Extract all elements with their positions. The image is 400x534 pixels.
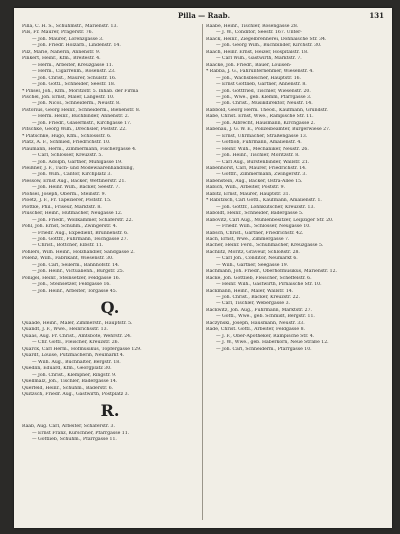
section-letter-q: Q. <box>100 298 120 318</box>
directory-entry: — Carl Wilh., Gastwirth, Marktstr. 7. <box>216 56 302 62</box>
directory-entry: — Joh., Wwe., geb. Klemm, Pfarrgasse 3. <box>216 94 312 100</box>
directory-entry: Pilla, C. H. S., Schuhmstr., Marienstr. 13. <box>22 24 118 29</box>
directory-entry: Quaas, Aug. Fr. Christ., Amtsbote, Wehrstr. 24. <box>22 333 132 339</box>
directory-entry: Rabenstein, Aug., Bäcker, Ostra-Allee 15. <box>206 178 303 184</box>
directory-entry: — Carl Aug., Bürstenbinder, Wallstr. 21. <box>216 159 310 165</box>
page-header <box>24 11 384 23</box>
directory-entry: Rabovitz, Carl Aug., Mühlenbesitzer, Leipziger Str. 20. <box>206 217 334 223</box>
directory-entry: — J. W., Conditor, Seestr. 167. Unter- <box>216 30 302 36</box>
directory-entry: Quandt, J. F., Wwe., Heinrichsstr. 13. <box>22 327 108 333</box>
directory-entry: — Joh. Christ., Musikdirektor, Neustr. 14. <box>216 101 313 107</box>
directory-entry: — Joh. Heinr. Wilh., Bäcker, Seestr. 7. <box>32 185 120 191</box>
page-number: 131 <box>369 11 384 20</box>
directory-entry: * Rabba, J. G., Fahrunternehmer, Wiesenstr. 4. <box>206 69 314 75</box>
directory-entry: — Wilh. Aug., Buchhalter, Bergstr. 18. <box>32 359 121 365</box>
directory-entry: Plessow, Ernst Aug., Bäcker, Wettinerstr. 21. <box>22 178 126 184</box>
directory-entry: Rabenau, J. G. W. E., Polizeibeamter, Bürgerwiese 27. <box>206 127 331 133</box>
directory-entry: Plaumann, Herm., Zimmermann, Fischergasse 4. <box>22 146 137 152</box>
directory-entry: — Joh. Gottl., Schneider, Seestr. 18. <box>32 82 116 88</box>
directory-entry: — Joh., Wachsbleicher, Hauptstr. 16. <box>216 75 302 81</box>
directory-entry: Raczynski, Joseph, Hausmann, Neustr. 33. <box>206 320 305 326</box>
directory-entry: — Heinr. Wilh., Gastwirth, Pirnaische Str. 10. <box>216 282 322 288</box>
directory-entry: — Joh. Friedr., Wollkämmer, Schäferstr. 22. <box>32 217 133 223</box>
directory-entry: Raboldt, Heinr., Schneider, Badergasse 5. <box>206 211 304 217</box>
directory-page <box>14 8 392 528</box>
directory-entry: Plottke, Phil., Friseur, Marktstr. 8. <box>22 204 102 210</box>
directory-entry: — Joh. Gottfried, Tischler, Wiesenstr. 20. <box>216 88 311 94</box>
directory-entry: Quitzsch, Friedr. Aug., Gastwirth, Postplatz 3. <box>22 392 130 398</box>
directory-entry: — Joh. Nicol., Schneiderm., Neustr. 8. <box>32 101 121 107</box>
directory-entry: Plüscher, Heinr., Hutmacher, Neugasse 12. <box>22 211 123 217</box>
directory-entry: Raabe, Heinr., Tischler, Rosengasse 28. <box>206 24 299 29</box>
directory-entry: * Pinsel, Joh., Kfm., Moritzstr. 5. Inhab. der Firma <box>22 88 139 94</box>
directory-entry: Pleißner, J. F., Tuch- und Modewaarenhandlung, <box>22 165 135 171</box>
directory-entry: Rachmann, Joh. Friedr., Oberhofmusikus, Marienstr. 12. <box>206 269 337 275</box>
r-entries <box>22 424 198 443</box>
directory-entry: — Joh. Heinr., Arbeiter, Torgasse 45. <box>32 288 118 294</box>
directory-entry: Quaade, Heinr., Maler, Zimmerstr., Hauptstr. 5. <box>22 321 133 327</box>
section-letter-r: R. <box>100 401 120 421</box>
directory-entry: Pohl, Joh. Ernst, Schuhm., Zwingerstr. 4. <box>22 224 118 230</box>
page-running-title: Pilla — Raab. <box>177 11 231 20</box>
directory-entry: Rade, Christ. Gottl., Arbeiter, Feldgasse 8. <box>206 327 305 333</box>
q-entries <box>22 321 198 398</box>
directory-entry: — Joh. Albrecht, Hausmann, Kirchgasse 2. <box>216 120 316 126</box>
directory-entry: Pinkert, Heinr., Kfm., Breitestr. 4. <box>22 56 101 62</box>
directory-entry: Quellmalz, Joh., Tischler, Badergasse 14. <box>22 379 118 385</box>
directory-entry: * Rabitzsch, Carl Gottl., Kaufmann, Amalienstr. 1. <box>206 198 322 204</box>
directory-entry: — Joh. Wilh., Cantor, Kirchplatz 3. <box>32 172 112 178</box>
directory-entry: Plöhsel, Joseph, Oberm., Steinstr. 9. <box>22 191 106 197</box>
directory-entry: Racke, Joh. Gottlieb, Fleischer, Scheffelstr. 6. <box>206 275 312 281</box>
directory-entry: Raab, Aug. Carl, Arbeiter, Schäferstr. 3. <box>22 424 115 430</box>
directory-entry: — Herm., Arbeiter, Kreuzgasse 11. <box>32 62 114 68</box>
directory-entry: — Ernst, Uhrmacher, Straßengasse 13. <box>216 133 308 139</box>
directory-entry: Pönigel, Heinr., Steinsetzer, Feldgasse 16. <box>22 275 121 281</box>
directory-entry: Rabitz, Ernst, Maurer, Hauptstr. 31. <box>206 191 291 197</box>
directory-entry: Pistorius, Georg Heinr., Schneiderm., Bienenstr. 8. <box>22 107 141 113</box>
directory-entry: — Gottlieb, Schuhm., Pfarrgasse 11. <box>32 437 117 443</box>
directory-entry: * Plätschke, Hugo, Kfm., Schlossstr. 6. <box>22 133 112 139</box>
directory-entry: — J. F., Ober-Apotheker, Rampische Str. 4. <box>216 333 315 339</box>
directory-entry: — Friedr. Aug., Expedient, Brunnenstr. 6. <box>32 230 129 236</box>
directory-entry: Rabe, Christ. Ernst, Wwe., Rampische Str. 11. <box>206 114 314 120</box>
directory-entry: — Joh. Carl, Schneiderm., Pfarrgasse 10. <box>216 346 312 352</box>
directory-entry: Pils, Fr. Maurer, Pragerstr. 76. <box>22 30 94 36</box>
directory-entry: — Christ., Böttcher, Elbstr. 11. <box>32 243 104 249</box>
directory-entry: — Ernst Franz, Kürschner, Pfarrgasse 11. <box>32 430 130 436</box>
directory-entry: Rackwitz, Joh. Aug., Fuhrmann, Marktstr. 27. <box>206 307 312 313</box>
directory-entry: Polenz, Wilh., Fabrikant, Wiesenstr. 30. <box>22 256 114 262</box>
directory-entry: — Carl, Tischler, Webergasse 3. <box>216 301 290 307</box>
directory-entry: Platz, A. F., Schmied, Friedrichstr. 10. <box>22 140 111 146</box>
directory-entry: Quedlin, Eduard, Kfm., Georgplatz 30. <box>22 366 112 372</box>
directory-entry: Racher, Heinr. Ferd., Schuhmacher, Kreuzgasse 5. <box>206 243 324 249</box>
directory-entry: Rabbold, Georg Herm. Theod., Kaufmann, Grundstr. <box>206 107 328 113</box>
directory-entry: Rachlitz, Moritz, Graveur, Schloßstr. 28. <box>206 249 300 255</box>
right-entries <box>206 24 382 353</box>
directory-entry: — Joh. Friedr. Holzarb., Lindenstr. 14. <box>32 43 121 49</box>
right-column <box>206 24 382 353</box>
directory-entry: Rabich, Wilh., Arbeiter, Poststr. 9. <box>206 185 285 191</box>
directory-entry: — Carl, Schlosser, Kreuzstr. 5. <box>32 153 103 159</box>
directory-entry: — Heinr. Wilh., Mechaniker, Neustr. 26. <box>216 146 309 152</box>
directory-entry: Ploetz, J. F., Fr. Tapezierer, Poststr. 15. <box>22 198 112 204</box>
left-entries <box>22 24 198 295</box>
directory-entry: — Joh. Gottfr., Fuhrmann, Teichgasse 27. <box>32 236 128 242</box>
directory-entry: Raach, Heinr. Ernst, Heizer, Hospitalstr. 18. <box>206 49 309 55</box>
directory-entry: Raack, Heinr., Ziegelbrennerei, Dohnaische Str. 34. <box>206 36 327 42</box>
directory-entry: Pohlers, Wilh. Heinr., Holzhändler, Sandgasse 2. <box>22 249 135 255</box>
directory-entry: — Wilh., Gärtner, Seegasse 19. <box>216 262 289 268</box>
directory-entry: — Carl Joh., Conditor, Neumarkt 6. <box>216 256 298 262</box>
directory-entry: — Joh., Steinsetzer, Feldgasse 16. <box>32 282 111 288</box>
directory-entry: Rabsch, Christ., Gärtner, Friedrichstr. 42. <box>206 230 304 236</box>
directory-entry: — Joh. Maurer, Lorenzgasse 3. <box>32 36 104 42</box>
directory-entry: — Joh. Carl, Seilerm., Bahnhofstr. 14. <box>32 262 120 268</box>
directory-entry: Pitschke, Georg Wilh., Drechsler, Poststr. 22. <box>22 127 127 133</box>
directory-entry: — Joh. Adolph, Gärtner, Mühlgasse 19. <box>32 159 123 165</box>
directory-entry: — Joh. Heinr., Victualienh., Burgstr. 25. <box>32 269 125 275</box>
directory-entry: — Gottlob, Fuhrmann, Amalienstr. 4. <box>216 140 302 146</box>
directory-entry: — Joh. Christ., Klempner, Ringstr. 9. <box>32 372 117 378</box>
directory-entry: Rach, Ernst, Wwe., Zimmergasse 7. <box>206 236 290 242</box>
directory-entry: — Herm. Heinr., Buchbinder, Annenstr. 2. <box>32 114 130 120</box>
column-divider <box>202 24 203 520</box>
directory-entry: — Gottl., Wwe., geb. Schmidt, Bergstr. 11. <box>216 314 315 320</box>
directory-entry: Querfeld, Heinr., Schuhm., Baderstr. 6. <box>22 385 114 391</box>
directory-entry: — Joh. Christ., Bäcker, Kreuzstr. 22. <box>216 295 300 301</box>
directory-entry: — Joh. Friedr., Glasermstr., Kirchgasse 17. <box>32 120 132 126</box>
directory-entry: — J. W., Wwe., geb. Haberkorn, Neue Straße 12. <box>216 340 329 346</box>
directory-entry: — Herm., Cigarrenm., Rosenstr. 23. <box>32 69 116 75</box>
directory-entry: — Chr. Gottl., Fleischer, Kreuzstr. 26. <box>32 340 120 346</box>
directory-entry: — Ernst Gottlieb, Gärtner, Annenstr. 8. <box>216 82 307 88</box>
directory-entry: Pischel, Joh. Ernst, Maler, Langestr. 10. <box>22 94 115 100</box>
directory-entry: Quardt, Louise, Putzmacherin, Neumarkt 4. <box>22 353 125 359</box>
directory-entry: Pilz, Marie, Näherin, Annenstr. 9. <box>22 49 101 55</box>
left-column <box>22 24 198 444</box>
directory-entry: Quarck, Carl Herm., Hofmusikus, Töpfergasse 129. <box>22 346 142 352</box>
directory-entry: — Joh. Christ., Maurer, Schulstr. 16. <box>32 75 117 81</box>
directory-entry: Rabenhorst, Carl, Maurer, Friedrichstr. 14. <box>206 165 307 171</box>
directory-entry: — Joh. Heinr., Tischler, Moritzstr. 8. <box>216 153 300 159</box>
directory-entry: — Gottfr., Zimmermann, Zwingerstr. 3. <box>216 172 307 178</box>
directory-entry: Rackmann, Heinr., Maler, Wallstr. 14. <box>206 288 294 294</box>
directory-entry: — Friedr. Wilh., Schlosser, Neugasse 10. <box>216 224 311 230</box>
directory-entry: — Joh. Georg Wilh., Buchbinder, Kirchstr. 30. <box>216 43 322 49</box>
directory-entry: — Joh. Gottfr., Lohnkutscher, Kreuzstr. 13. <box>216 204 315 210</box>
directory-entry: Raacke, Joh. Friedr., Bauer, Louisen- <box>206 62 292 68</box>
